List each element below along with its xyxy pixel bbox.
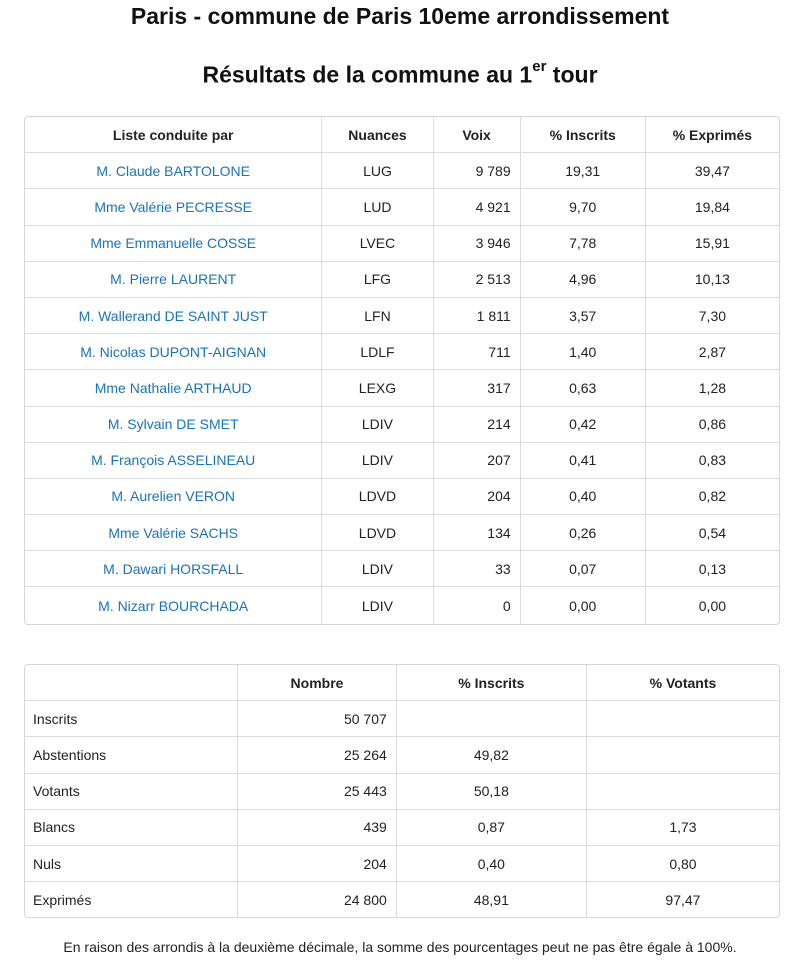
- candidate-cell: [25, 262, 322, 298]
- row-label-cell: Inscrits: [25, 701, 238, 737]
- nuance-cell: LDIV: [322, 587, 433, 623]
- nombre-cell: 25 264: [238, 737, 397, 773]
- pct-inscrits-cell: 48,91: [397, 882, 587, 917]
- nombre-cell: 50 707: [238, 701, 397, 737]
- nuance-cell: LVEC: [322, 226, 433, 262]
- voix-cell: 9 789: [434, 153, 521, 189]
- nombre-cell: 25 443: [238, 774, 397, 810]
- table-row: [25, 882, 779, 917]
- pct-inscrits-cell: 0,07: [521, 551, 646, 587]
- voix-cell: 0: [434, 587, 521, 623]
- table-row: [25, 737, 779, 773]
- nuance-cell: LDIV: [322, 407, 433, 443]
- table-row: [25, 774, 779, 810]
- pct-inscrits-cell: 1,40: [521, 334, 646, 370]
- table-row: [25, 153, 779, 189]
- candidate-link[interactable]: M. Nizarr BOURCHADA: [98, 597, 249, 614]
- header-blank: [25, 665, 238, 701]
- table-row: [25, 587, 779, 623]
- candidate-link[interactable]: Mme Valérie SACHS: [108, 524, 239, 541]
- voix-cell: 2 513: [434, 262, 521, 298]
- pct-inscrits-cell: 0,41: [521, 443, 646, 479]
- nuance-cell: LDIV: [322, 551, 433, 587]
- candidate-link[interactable]: M. Nicolas DUPONT-AIGNAN: [80, 343, 267, 360]
- row-label-cell: Votants: [25, 774, 238, 810]
- voix-cell: 207: [434, 443, 521, 479]
- nuance-cell: LFG: [322, 262, 433, 298]
- pct-inscrits-cell: 50,18: [397, 774, 587, 810]
- nuance-cell: LUD: [322, 189, 433, 225]
- candidate-cell: [25, 189, 322, 225]
- pct-exprimes-cell: 0,13: [646, 551, 779, 587]
- subtitle-text: Résultats de la commune au 1: [202, 61, 533, 88]
- table-row: [25, 189, 779, 225]
- rounding-note: En raison des arrondis à la deuxième décimale, la somme des pourcentages peut ne pas être égale à 100%.: [63, 939, 737, 955]
- subtitle-superscript: er: [532, 58, 547, 75]
- voix-cell: 711: [434, 334, 521, 370]
- pct-votants-cell: [587, 774, 779, 810]
- participation-table-container: [24, 664, 780, 918]
- participation-table: [25, 665, 779, 917]
- candidate-cell: [25, 551, 322, 587]
- candidate-link[interactable]: M. François ASSELINEAU: [91, 452, 256, 469]
- pct-inscrits-cell: 9,70: [521, 189, 646, 225]
- table-row: [25, 226, 779, 262]
- header-pct-inscrits: % Inscrits: [397, 665, 587, 701]
- table-row: [25, 407, 779, 443]
- nombre-cell: 439: [238, 810, 397, 846]
- table-row: [25, 334, 779, 370]
- pct-inscrits-cell: 0,87: [397, 810, 587, 846]
- pct-inscrits-cell: 49,82: [397, 737, 587, 773]
- nuance-cell: LDVD: [322, 479, 433, 515]
- voix-cell: 3 946: [434, 226, 521, 262]
- table-row: [25, 551, 779, 587]
- table-row: [25, 846, 779, 882]
- voix-cell: 1 811: [434, 298, 521, 334]
- pct-votants-cell: [587, 737, 779, 773]
- pct-exprimes-cell: 0,54: [646, 515, 779, 551]
- pct-inscrits-cell: 0,63: [521, 370, 646, 406]
- table-row: [25, 479, 779, 515]
- candidate-cell: [25, 298, 322, 334]
- pct-exprimes-cell: 1,28: [646, 370, 779, 406]
- pct-inscrits-cell: 19,31: [521, 153, 646, 189]
- header-voix: Voix: [434, 117, 521, 153]
- table-row: [25, 810, 779, 846]
- row-label-cell: Nuls: [25, 846, 238, 882]
- voix-cell: 33: [434, 551, 521, 587]
- voix-cell: 4 921: [434, 189, 521, 225]
- table-row: [25, 443, 779, 479]
- pct-exprimes-cell: 0,82: [646, 479, 779, 515]
- table-row: [25, 515, 779, 551]
- nombre-cell: 24 800: [238, 882, 397, 917]
- row-label-cell: Abstentions: [25, 737, 238, 773]
- candidate-cell: [25, 334, 322, 370]
- pct-exprimes-cell: 10,13: [646, 262, 779, 298]
- nuance-cell: LDLF: [322, 334, 433, 370]
- header-pct-exprimes: % Exprimés: [646, 117, 779, 153]
- pct-exprimes-cell: 15,91: [646, 226, 779, 262]
- pct-inscrits-cell: 0,26: [521, 515, 646, 551]
- row-label-cell: Exprimés: [25, 882, 238, 917]
- results-table: [25, 117, 779, 624]
- pct-votants-cell: [587, 701, 779, 737]
- pct-exprimes-cell: 39,47: [646, 153, 779, 189]
- nuance-cell: LFN: [322, 298, 433, 334]
- results-header-row: [25, 117, 779, 153]
- candidate-cell: [25, 515, 322, 551]
- participation-header-row: [25, 665, 779, 701]
- pct-inscrits-cell: 4,96: [521, 262, 646, 298]
- header-liste: Liste conduite par: [25, 117, 322, 153]
- voix-cell: 204: [434, 479, 521, 515]
- pct-inscrits-cell: [397, 701, 587, 737]
- candidate-link[interactable]: M. Claude BARTOLONE: [96, 162, 250, 179]
- pct-votants-cell: 0,80: [587, 846, 779, 882]
- row-label-cell: Blancs: [25, 810, 238, 846]
- pct-inscrits-cell: 7,78: [521, 226, 646, 262]
- candidate-cell: [25, 443, 322, 479]
- pct-exprimes-cell: 0,00: [698, 597, 727, 614]
- candidate-link[interactable]: M. Aurelien VERON: [111, 488, 236, 505]
- table-row: [25, 298, 779, 334]
- voix-cell: 214: [434, 407, 521, 443]
- candidate-cell: [25, 153, 322, 189]
- results-table-container: [24, 116, 780, 625]
- pct-votants-cell: 97,47: [665, 891, 701, 908]
- nuance-cell: LUG: [322, 153, 433, 189]
- table-row: [25, 370, 779, 406]
- candidate-link[interactable]: M. Dawari HORSFALL: [103, 560, 244, 577]
- table-row: [25, 262, 779, 298]
- pct-exprimes-cell: 0,83: [646, 443, 779, 479]
- page-title: Paris - commune de Paris 10eme arrondissement: [130, 3, 670, 29]
- pct-inscrits-cell: 3,57: [521, 298, 646, 334]
- header-pct-inscrits: % Inscrits: [521, 117, 646, 153]
- pct-votants-cell: 1,73: [587, 810, 779, 846]
- candidate-link[interactable]: Mme Nathalie ARTHAUD: [94, 379, 252, 396]
- pct-exprimes-cell: 7,30: [646, 298, 779, 334]
- pct-exprimes-cell: 0,86: [646, 407, 779, 443]
- nuance-cell: LEXG: [322, 370, 433, 406]
- pct-inscrits-cell: 0,00: [521, 587, 646, 623]
- voix-cell: 317: [434, 370, 521, 406]
- candidate-cell: [25, 587, 322, 623]
- candidate-link[interactable]: Mme Valérie PECRESSE: [94, 198, 253, 215]
- pct-exprimes-cell: 2,87: [646, 334, 779, 370]
- candidate-cell: [25, 226, 322, 262]
- header-pct-votants: % Votants: [587, 665, 779, 701]
- table-row: [25, 701, 779, 737]
- candidate-link[interactable]: M. Wallerand DE SAINT JUST: [78, 307, 268, 324]
- candidate-link[interactable]: Mme Emmanuelle COSSE: [90, 235, 257, 252]
- pct-inscrits-cell: 0,40: [397, 846, 587, 882]
- header-nombre: Nombre: [238, 665, 397, 701]
- pct-inscrits-cell: 0,40: [521, 479, 646, 515]
- candidate-cell: [25, 479, 322, 515]
- nuance-cell: LDIV: [322, 443, 433, 479]
- subtitle-after: tour: [546, 61, 598, 88]
- candidate-cell: [25, 407, 322, 443]
- candidate-link[interactable]: M. Pierre LAURENT: [110, 271, 237, 288]
- nombre-cell: 204: [238, 846, 397, 882]
- nuance-cell: LDVD: [322, 515, 433, 551]
- header-nuances: Nuances: [322, 117, 433, 153]
- pct-exprimes-cell: 19,84: [646, 189, 779, 225]
- pct-inscrits-cell: 0,42: [521, 407, 646, 443]
- page-subtitle: [0, 58, 800, 89]
- voix-cell: 134: [434, 515, 521, 551]
- candidate-link[interactable]: M. Sylvain DE SMET: [107, 416, 239, 433]
- candidate-cell: [25, 370, 322, 406]
